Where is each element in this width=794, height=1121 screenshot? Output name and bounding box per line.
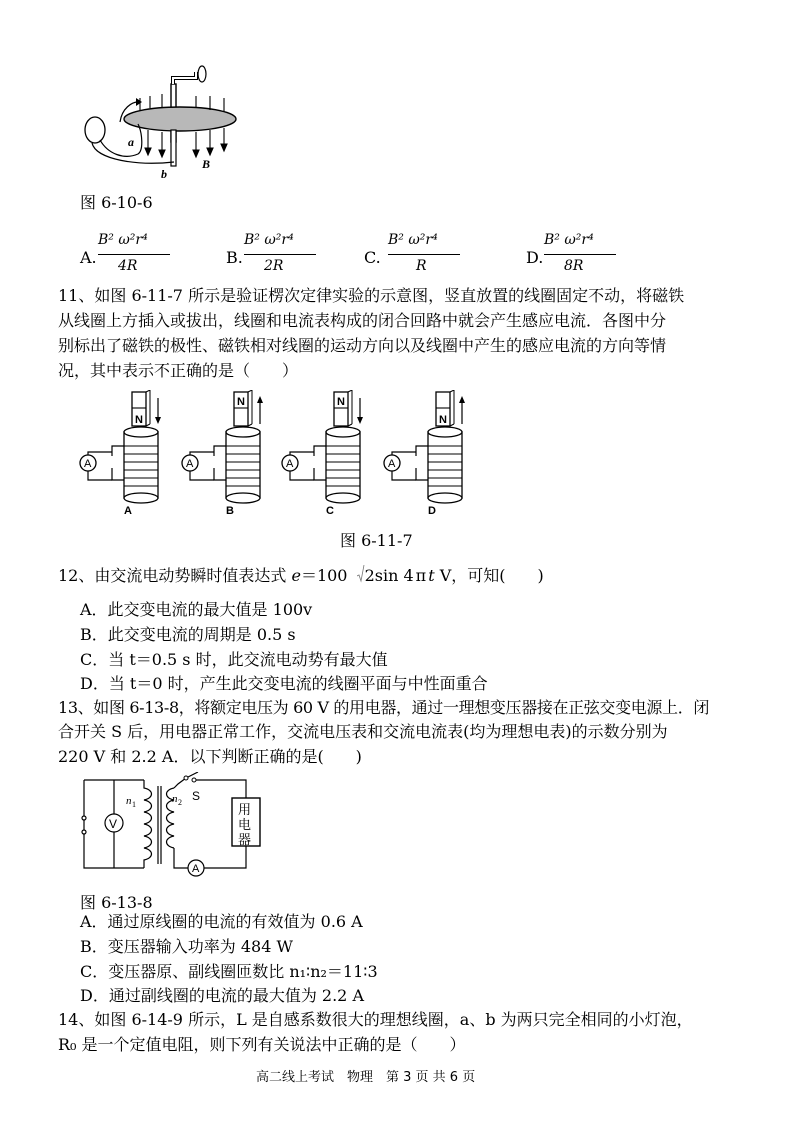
q12-stem-pi: π <box>415 566 427 585</box>
fraction-numerator: B² ω²r⁴ <box>544 232 594 248</box>
setup-b <box>182 390 263 517</box>
fraction-denominator: R <box>416 258 427 274</box>
q13-line-1: 13、如图 6-13-8，将额定电压为 60 V 的用电器，通过一理想变压器接在正弦交变电源上．闭 <box>58 698 709 717</box>
q11-line-2: 从线圈上方插入或拔出，线圈和电流表构成的闭合回路中就会产生感应电流．各图中分 <box>58 311 667 330</box>
q12-stem-sqrt: 2 <box>364 566 375 585</box>
q13-option-a: A．通过原线圈的电流的有效值为 0.6 A <box>80 912 363 931</box>
fraction-numerator: B² ω²r⁴ <box>388 232 438 248</box>
fraction-numerator: B² ω²r⁴ <box>244 232 294 248</box>
label-n1: n <box>126 795 132 807</box>
fraction-denominator: 4R <box>118 258 138 274</box>
figure-label-d: D <box>428 505 436 517</box>
label-a: a <box>128 135 134 149</box>
option-label: D. <box>526 248 544 267</box>
q12-stem-prefix: 12、由交流电动势瞬时值表达式 <box>58 566 287 585</box>
label-n1-sub: 1 <box>132 800 136 809</box>
fraction-denominator: 2R <box>264 258 284 274</box>
fraction-denominator: 8R <box>564 258 584 274</box>
q13-line-2: 合开关 S 后，用电器正常工作，交流电压表和交流电流表(均为理想电表)的示数分别为 <box>58 722 668 741</box>
figure-6-13-8 <box>78 772 268 884</box>
magnet-pole-n: N <box>237 396 245 408</box>
q10-options <box>80 232 680 282</box>
q12-stem-e: e <box>291 566 301 585</box>
option-label: B. <box>226 248 243 267</box>
fraction-numerator: B² ω²r⁴ <box>98 232 148 248</box>
label-B: B <box>202 157 211 171</box>
q13-option-c: C．变压器原、副线圈匝数比 n₁∶n₂＝11∶3 <box>80 962 378 981</box>
figure-label-b: B <box>226 505 234 517</box>
q14-line-2: R₀ 是一个定值电阻，则下列有关说法中正确的是（ ） <box>58 1035 466 1054</box>
figure-6-11-7 <box>76 390 476 520</box>
figure-6-10-6 <box>78 60 258 185</box>
page-footer: 高二线上考试 物理 第 3 页 共 6 页 <box>256 1070 476 1085</box>
q12-stem-sin: sin 4 <box>374 566 414 585</box>
label-switch-s: S <box>192 789 201 803</box>
sqrt-icon <box>357 564 375 588</box>
q13-line-3: 220 V 和 2.2 A．以下判断正确的是( ) <box>58 747 362 766</box>
caption-6-11-7: 图 6-11-7 <box>340 531 413 550</box>
q11-line-4: 况，其中表示不正确的是（ ） <box>58 361 299 380</box>
caption-6-10-6: 图 6-10-6 <box>80 193 153 212</box>
setup-d <box>384 390 465 517</box>
q11-line-1: 11、如图 6-11-7 所示是验证楞次定律实验的示意图，竖直放置的线圈固定不动，将磁铁 <box>58 286 685 305</box>
ammeter-label: A <box>192 863 200 875</box>
magnet-pole-n: N <box>337 396 345 408</box>
option-label: C. <box>364 248 381 267</box>
option-label: A. <box>80 248 97 267</box>
label-b: b <box>161 167 167 181</box>
q12-option-a: A．此交变电流的最大值是 100v <box>80 600 313 619</box>
q13-option-d: D．通过副线圈的电流的最大值为 2.2 A <box>80 986 365 1005</box>
q12-option-d: D．当 t＝0 时，产生此交变电流的线圈平面与中性面重合 <box>80 674 488 693</box>
figure-label-c: C <box>326 505 334 517</box>
label-n2-sub: 2 <box>178 798 182 807</box>
load-char-1: 用 <box>238 803 252 818</box>
q14-line-1: 14、如图 6-14-9 所示，L 是自感系数很大的理想线圈，a、b 为两只完全相同的小灯泡， <box>58 1010 693 1029</box>
q12-stem-mid: ＝100 <box>300 566 348 585</box>
setup-a <box>80 390 161 517</box>
q12-stem-suffix: V，可知( ) <box>434 566 544 585</box>
figure-label-a: A <box>124 505 132 517</box>
caption-6-13-8: 图 6-13-8 <box>80 893 153 912</box>
load-char-2: 电 <box>238 818 252 833</box>
q12-option-c: C．当 t＝0.5 s 时，此交流电动势有最大值 <box>80 650 388 669</box>
magnet-pole-n: N <box>439 414 447 426</box>
q12-stem <box>58 564 544 588</box>
voltmeter-label: V <box>109 817 118 831</box>
q11-line-3: 别标出了磁铁的极性、磁铁相对线圈的运动方向以及线圈中产生的感应电流的方向等情 <box>58 336 667 355</box>
q12-option-b: B．此交变电流的周期是 0.5 s <box>80 625 296 644</box>
q12-stem-t: t <box>428 566 435 585</box>
q13-option-b: B．变压器输入功率为 484 W <box>80 937 293 956</box>
magnet-pole-n: N <box>135 414 143 426</box>
label-n2: n <box>172 793 178 805</box>
setup-c <box>282 390 363 517</box>
load-char-3: 器 <box>238 833 252 848</box>
